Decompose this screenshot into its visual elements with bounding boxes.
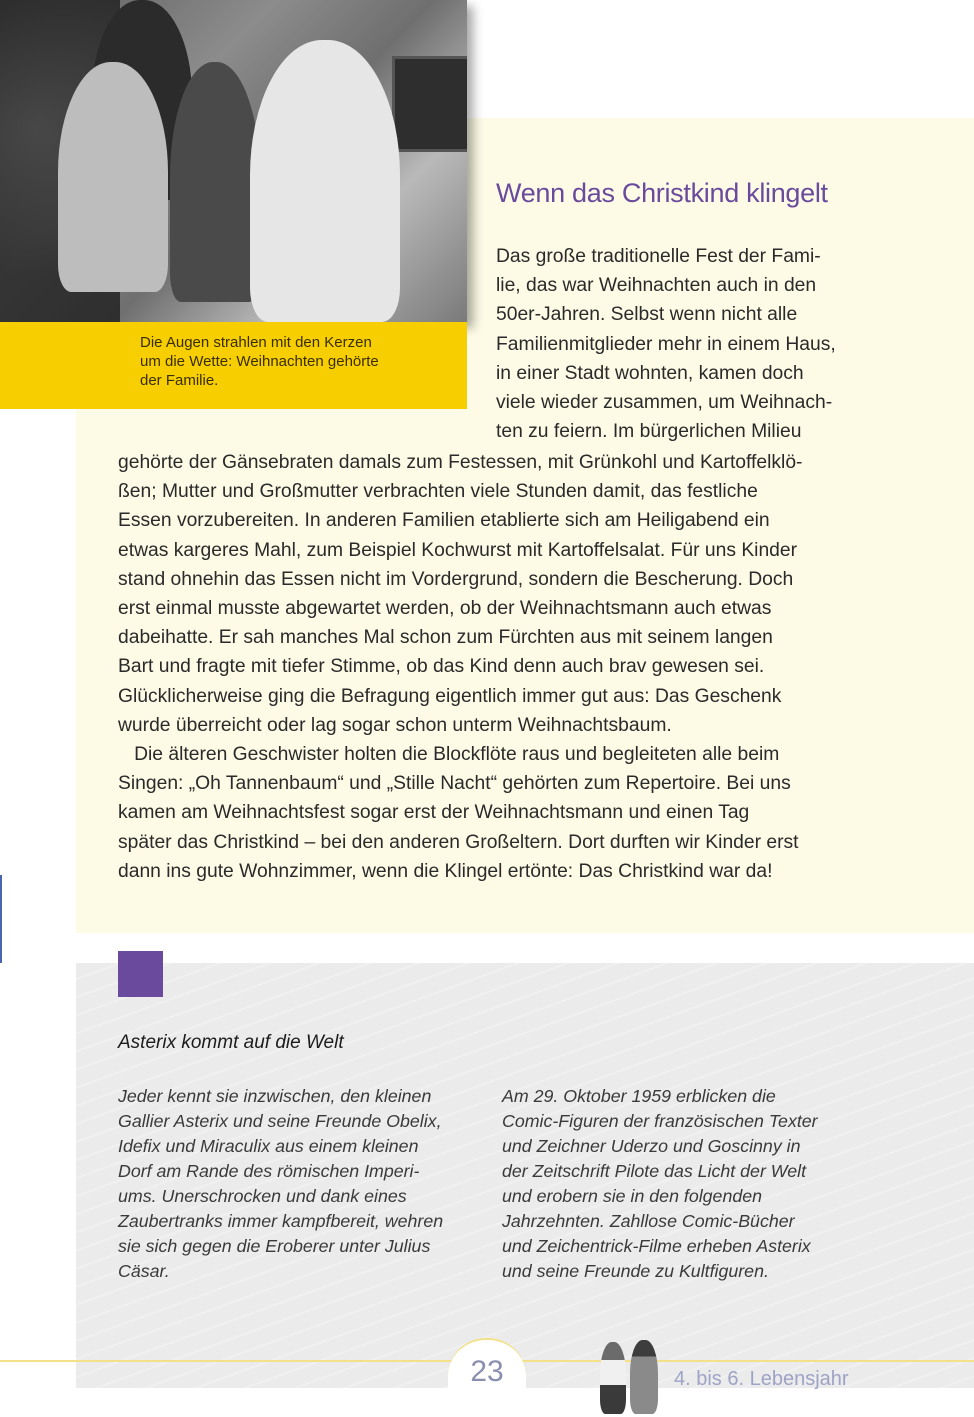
text-line: Jahrzehnten. Zahllose Comic-Bücher	[502, 1211, 795, 1231]
radio	[392, 56, 467, 152]
children-illustration	[596, 1340, 666, 1416]
text-line: etwas kargeres Mahl, zum Beispiel Kochwurst mit Kartoffelsalat. Für uns Kinder	[118, 539, 798, 561]
boy-figure	[58, 62, 168, 292]
text-line: 50er-Jahren. Selbst wenn nicht alle	[496, 304, 798, 326]
text-line: Gallier Asterix und seine Freunde Obelix,	[118, 1111, 442, 1131]
text-line: Essen vorzubereiten. In anderen Familien etablierte sich am Heiligabend ein	[118, 510, 770, 532]
photo-caption	[140, 333, 430, 390]
text-line: wurde überreicht oder lag sogar schon unterm Weihnachtsbaum.	[118, 714, 672, 736]
page-number: 23	[470, 1355, 504, 1388]
infobox-accent-square	[118, 951, 163, 997]
caption-line: der Familie.	[140, 372, 219, 389]
text-line: Am 29. Oktober 1959 erblicken die	[502, 1086, 776, 1106]
article-intro	[496, 242, 860, 446]
text-line: viele wieder zusammen, um Weihnach-	[496, 392, 833, 414]
text-line: Comic-Figuren der französischen Texter	[502, 1111, 818, 1131]
text-line: Singen: „Oh Tannenbaum“ und „Stille Nacht“ gehörten zum Repertoire. Bei uns	[118, 773, 791, 795]
text-line: dabeihatte. Er sah manches Mal schon zum Fürchten aus mit seinem langen	[118, 627, 773, 649]
text-line: und seine Freunde zu Kultfiguren.	[502, 1261, 769, 1281]
text-line: der Zeitschrift Pilote das Licht der Welt	[502, 1161, 807, 1181]
text-line: Jeder kennt sie inzwischen, den kleinen	[118, 1086, 432, 1106]
text-line: Zaubertranks immer kampfbereit, wehren	[118, 1211, 444, 1231]
text-line: ßen; Mutter und Großmutter verbrachten viele Stunden damit, das festliche	[118, 481, 758, 503]
text-line: und Zeichentrick-Filme erheben Asterix	[502, 1236, 811, 1256]
text-line: später das Christkind – bei den anderen Großeltern. Dort durften wir Kinder erst	[118, 831, 799, 853]
infobox-title: Asterix kommt auf die Welt	[118, 1032, 344, 1053]
text-line: Dorf am Rande des römischen Imperi-	[118, 1161, 420, 1181]
infobox-column-right	[502, 1084, 872, 1284]
text-line: und erobern sie in den folgenden	[502, 1186, 763, 1206]
article-heading: Wenn das Christkind klingelt	[496, 178, 828, 208]
text-line: erst einmal musste abgewartet werden, ob der Weihnachtsmann auch etwas	[118, 598, 772, 620]
text-line: lie, das war Weihnachten auch in den	[496, 275, 817, 297]
text-line: Glücklicherweise ging die Befragung eigentlich immer gut aus: Das Geschenk	[118, 685, 782, 707]
text-line: ums. Unerschrocken und dank eines	[118, 1186, 407, 1206]
caption-line: Die Augen strahlen mit den Kerzen	[140, 334, 372, 351]
text-line: Idefix und Miraculix aus einem kleinen	[118, 1136, 419, 1156]
text-line: Die älteren Geschwister holten die Blockflöte raus und begleiteten alle beim	[118, 744, 780, 766]
text-line: in einer Stadt wohnten, kamen doch	[496, 362, 804, 384]
text-line: sie sich gegen die Eroberer unter Julius	[118, 1236, 431, 1256]
text-line: ten zu feiern. Im bürgerlichen Milieu	[496, 421, 802, 443]
text-line: gehörte der Gänsebraten damals zum Festessen, mit Grünkohl und Kartoffelklö-	[118, 452, 803, 473]
text-line: dann ins gute Wohnzimmer, wenn die Klingel ertönte: Das Christkind war da!	[118, 860, 773, 882]
article-body	[118, 448, 858, 886]
text-line: kamen am Weihnachtsfest sogar erst der Weihnachtsmann und einen Tag	[118, 802, 750, 824]
child-figure	[600, 1342, 626, 1414]
side-accent-bar	[0, 875, 2, 963]
text-line: Bart und fragte mit tiefer Stimme, ob das Kind denn auch brav gewesen sei.	[118, 656, 765, 678]
section-label: 4. bis 6. Lebensjahr	[674, 1368, 849, 1390]
text-line: Cäsar.	[118, 1261, 170, 1281]
child-figure	[630, 1340, 658, 1414]
mother-figure	[250, 40, 400, 322]
caption-line: um die Wette: Weihnachten gehörte	[140, 353, 379, 370]
family-photo	[0, 0, 467, 322]
text-line: und Zeichner Uderzo und Goscinny in	[502, 1136, 801, 1156]
infobox-column-left	[118, 1084, 488, 1284]
text-line: Das große traditionelle Fest der Fami-	[496, 246, 821, 267]
text-line: Familienmitglieder mehr in einem Haus,	[496, 333, 836, 355]
text-line: stand ohnehin das Essen nicht im Vordergrund, sondern die Bescherung. Doch	[118, 568, 794, 590]
girl-figure	[170, 62, 260, 302]
